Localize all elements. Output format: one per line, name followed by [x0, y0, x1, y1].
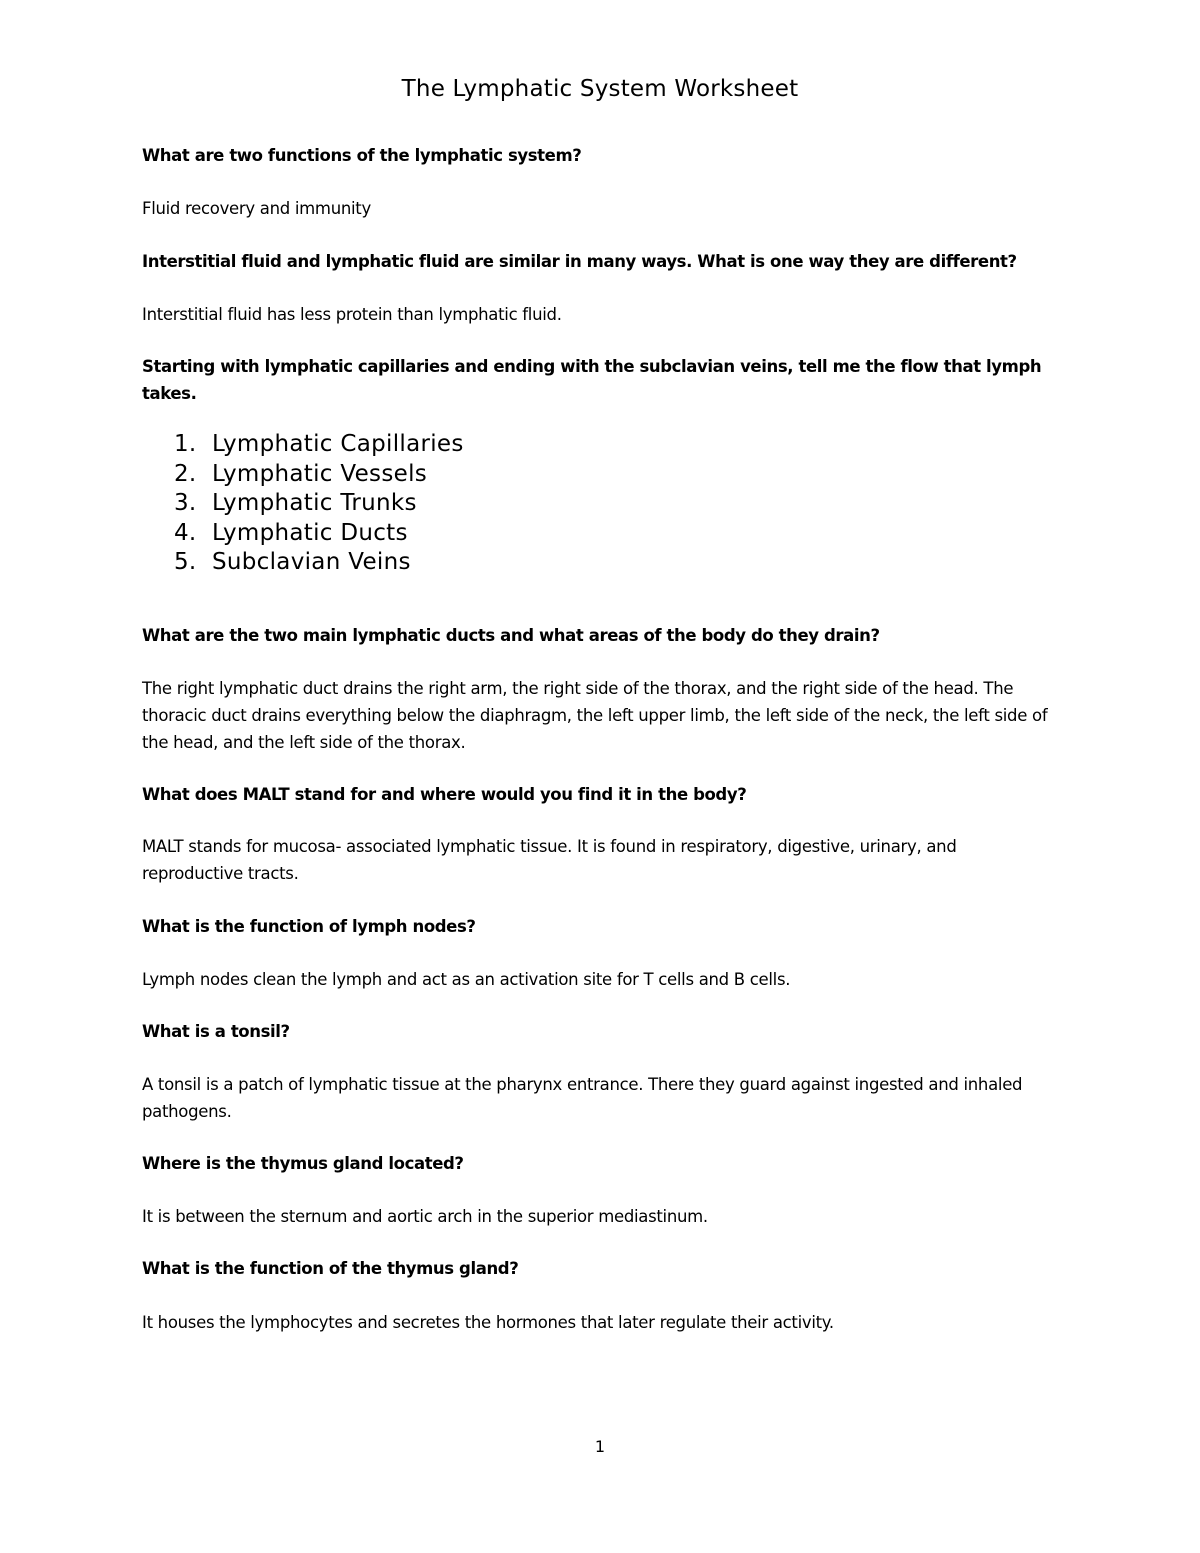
list-item: 2. Lymphatic Vessels — [174, 460, 428, 487]
question-6: What is the function of lymph nodes? — [142, 917, 476, 936]
list-item: 3. Lymphatic Trunks — [174, 490, 417, 516]
question-2: Interstitial fluid and lymphatic fluid are similar in many ways. What is one way they are different? — [142, 252, 1017, 271]
lymph-flow-list — [174, 430, 464, 578]
list-item: 1. Lymphatic Capillaries — [174, 431, 464, 457]
answer-6: Lymph nodes clean the lymph and act as an activation site for T cells and B cells. — [142, 970, 791, 989]
question-3: Starting with lymphatic capillaries and ending with the subclavian veins, tell me the flow that lymph takes. — [142, 357, 1042, 403]
question-4: What are the two main lymphatic ducts and what areas of the body do they drain? — [142, 626, 880, 645]
answer-7: A tonsil is a patch of lymphatic tissue at the pharynx entrance. There they guard against ingested and inhaled pathogens. — [142, 1075, 1023, 1121]
answer-5: MALT stands for mucosa- associated lymphatic tissue. It is found in respiratory, digestive, urinary, and reproductive tracts. — [142, 837, 957, 883]
answer-8: It is between the sternum and aortic arch in the superior mediastinum. — [142, 1207, 708, 1226]
answer-2: Interstitial fluid has less protein than lymphatic fluid. — [142, 305, 562, 324]
page-title: The Lymphatic System Worksheet — [401, 76, 799, 102]
question-7: What is a tonsil? — [142, 1022, 290, 1041]
question-5: What does MALT stand for and where would you find it in the body? — [142, 785, 747, 804]
question-1: What are two functions of the lymphatic system? — [142, 146, 582, 165]
answer-9: It houses the lymphocytes and secretes the hormones that later regulate their activity. — [142, 1313, 834, 1332]
list-item: 5. Subclavian Veins — [174, 549, 411, 575]
answer-4: The right lymphatic duct drains the right arm, the right side of the thorax, and the right side of the head. The thoracic duct drains everything below the diaphragm, the left upper limb, the left side of the neck, the left side of the head, and the left side of the thorax. — [142, 679, 1048, 752]
page-number: 1 — [594, 1437, 606, 1456]
list-item: 4. Lymphatic Ducts — [174, 519, 408, 546]
answer-1: Fluid recovery and immunity — [142, 199, 371, 218]
question-8: Where is the thymus gland located? — [142, 1154, 464, 1173]
question-9: What is the function of the thymus gland? — [142, 1259, 519, 1278]
